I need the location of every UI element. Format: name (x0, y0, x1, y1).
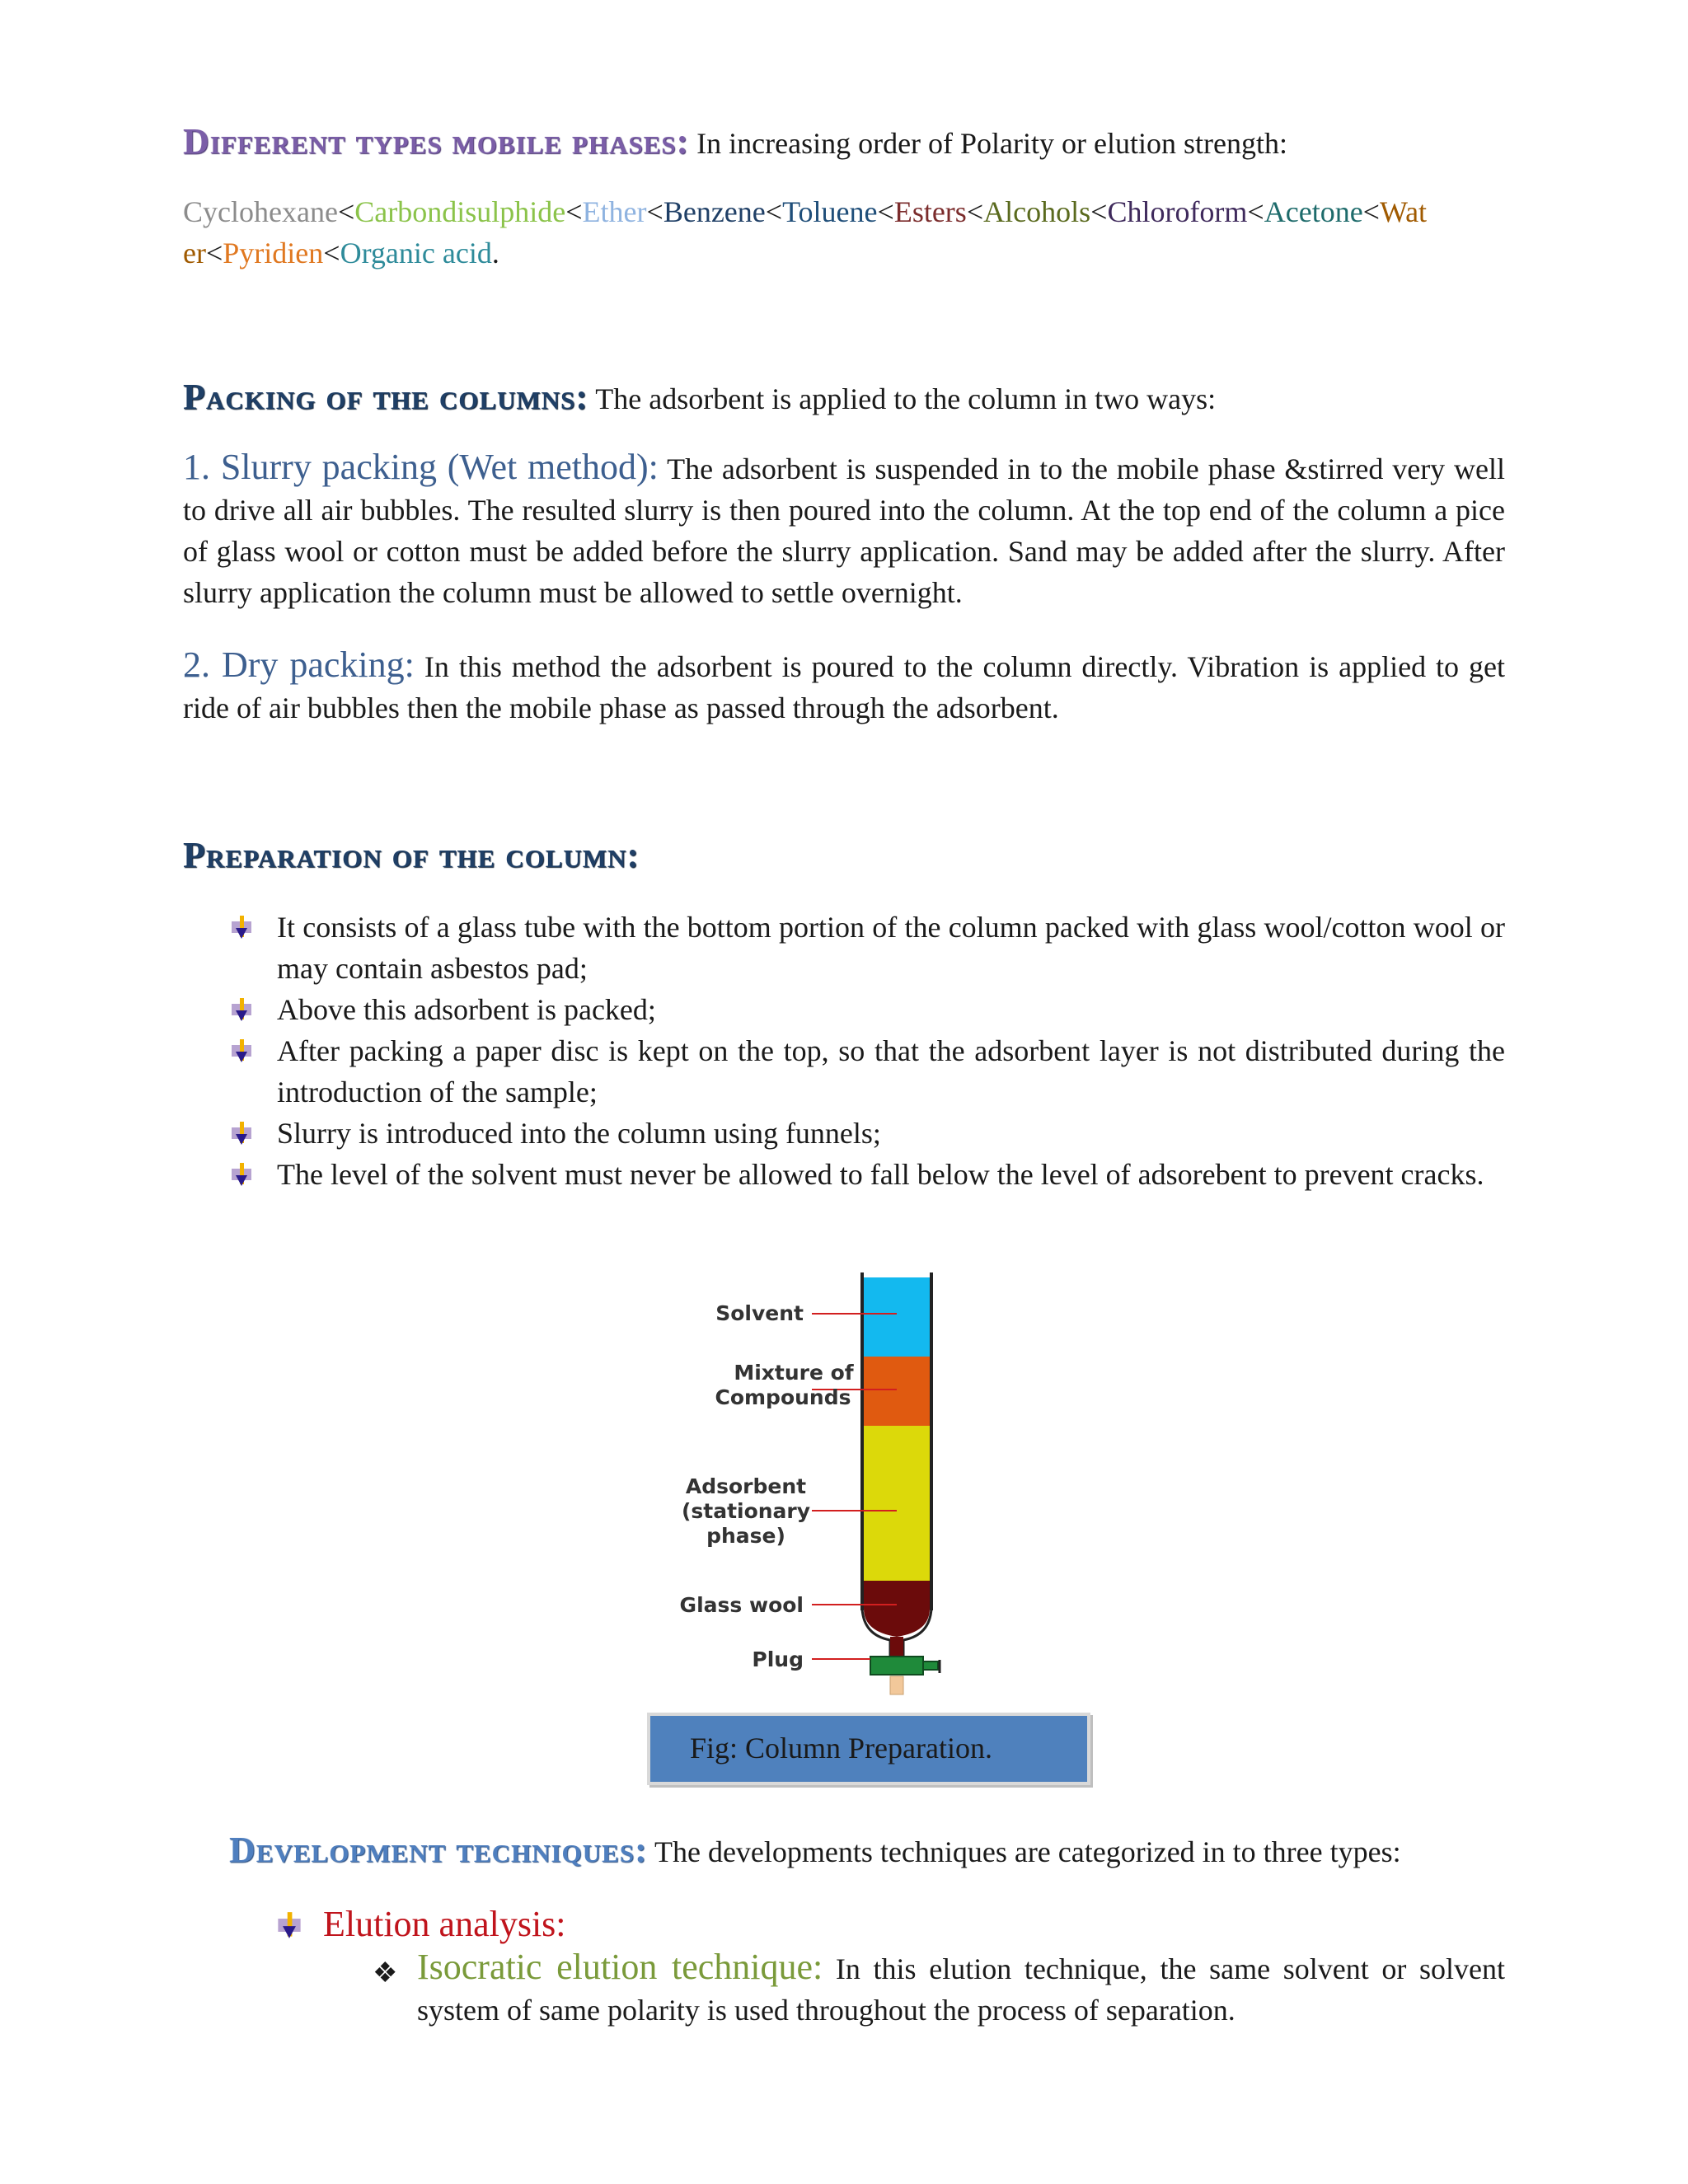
isocratic-paragraph (417, 1947, 1505, 2031)
polarity-separator: < (966, 195, 984, 228)
mobile-phases-section (183, 117, 1505, 175)
polarity-separator: < (323, 237, 340, 269)
bullet-text: Slurry is introduced into the column using funnels; (277, 1117, 881, 1150)
label-plug: Plug (752, 1647, 804, 1671)
solvent-name: Pyridien (223, 237, 324, 269)
dry-packing-title: 2. Dry packing: (183, 644, 415, 685)
list-item (229, 1113, 1505, 1154)
diamond-bullet-icon: ❖ (373, 1958, 398, 1989)
glass-wool-layer (864, 1581, 930, 1637)
polarity-separator: < (565, 195, 583, 228)
arrow-bullet-icon (229, 915, 254, 940)
adsorbent-layer (864, 1426, 930, 1584)
packing-intro: The adsorbent is applied to the column in two ways: (588, 382, 1217, 415)
solvent-name: Esters (893, 195, 967, 228)
solvent-name: Organic acid (340, 237, 492, 269)
label-solvent: Solvent (715, 1301, 804, 1325)
polarity-separator: . (491, 237, 499, 269)
figure-caption: Fig: Column Preparation. (690, 1732, 992, 1765)
label-adsorbent-line2: (stationary (681, 1499, 811, 1523)
arrow-bullet-icon (229, 1121, 254, 1146)
bullet-text: The level of the solvent must never be allowed to fall below the level of adsorebent to prevent cracks. (277, 1158, 1484, 1191)
arrow-bullet-icon (229, 997, 254, 1022)
label-adsorbent-line3: phase) (706, 1524, 785, 1548)
label-mixture-line1: Mixture of (734, 1361, 854, 1385)
column-diagram (643, 1269, 973, 1698)
column-tip (890, 1676, 903, 1694)
isocratic-text: In this elution technique, the same solvent or solvent system of same polarity is used throughout the process of separation. (417, 1952, 1505, 2027)
bullet-text: Above this adsorbent is packed; (277, 993, 656, 1026)
development-heading: Development techniques: (229, 1830, 648, 1870)
polarity-separator: < (1247, 195, 1264, 228)
slurry-packing-text: The adsorbent is suspended in to the mobile phase &stirred very well to drive all air bubbles. The resulted slurry is then poured into the column. At the top end of the column a pice of glass wool or cotton must be added before the slurry application. Sand may be added after the slurry. After slurry application the column must be allowed to settle overnight. (183, 452, 1505, 609)
solvent-name: Benzene (663, 195, 766, 228)
isocratic-title: Isocratic elution technique: (417, 1947, 823, 1987)
column-tube (862, 1272, 940, 1694)
solvent-name: Cyclohexane (183, 195, 338, 228)
solvent-layer (864, 1277, 930, 1360)
polarity-sequence-line-2 (183, 232, 1505, 280)
preparation-heading-row (183, 831, 1505, 888)
packing-section (183, 373, 1505, 430)
preparation-list (229, 907, 1505, 1195)
label-glass-wool: Glass wool (679, 1593, 804, 1617)
development-intro: The developments techniques are categorized in to three types: (647, 1835, 1401, 1868)
arrow-bullet-icon (229, 1162, 254, 1187)
bullet-text: It consists of a glass tube with the bottom portion of the column packed with glass wool/cotton wool or may contain asbestos pad; (277, 911, 1505, 985)
figure-caption-box (647, 1713, 1090, 1785)
arrow-bullet-icon (275, 1911, 303, 1939)
plug-valve (870, 1657, 923, 1675)
list-item (229, 989, 1505, 1030)
slurry-packing-title: 1. Slurry packing (Wet method): (183, 447, 659, 487)
list-item (229, 1030, 1505, 1113)
polarity-separator: < (646, 195, 663, 228)
solvent-name: Acetone (1264, 195, 1363, 228)
mobile-phases-intro: In increasing order of Polarity or elution strength: (689, 127, 1287, 160)
solvent-name: Chloroform (1107, 195, 1248, 228)
polarity-separator: < (765, 195, 783, 228)
preparation-list-wrap (229, 907, 1505, 1195)
dry-packing-text: In this method the adsorbent is poured to the column directly. Vibration is applied to get ride of air bubbles then the mobile phase as passed through the adsorbent. (183, 650, 1506, 724)
label-mixture-line2: Compounds (715, 1385, 851, 1409)
list-item (229, 1154, 1505, 1195)
mixture-layer (864, 1357, 930, 1427)
elution-title: Elution analysis: (323, 1904, 566, 1944)
solvent-name: Toluene (782, 195, 878, 228)
mobile-phases-heading: Different types mobile phases: (183, 121, 690, 162)
polarity-separator: < (877, 195, 894, 228)
list-item (229, 907, 1505, 989)
solvent-name: Ether (582, 195, 647, 228)
label-adsorbent-line1: Adsorbent (685, 1474, 807, 1498)
arrow-bullet-icon (229, 1038, 254, 1063)
polarity-separator: < (337, 195, 355, 228)
slurry-packing-paragraph (183, 447, 1505, 613)
polarity-separator: < (1362, 195, 1380, 228)
bullet-text: After packing a paper disc is kept on the top, so that the adsorbent layer is not distributed during the introduction of the sample; (277, 1034, 1505, 1108)
development-section (229, 1825, 1515, 1883)
polarity-separator: < (1090, 195, 1108, 228)
solvent-name: Alcohols (983, 195, 1091, 228)
packing-heading: Packing of the columns: (183, 377, 588, 417)
polarity-separator: < (205, 237, 223, 269)
solvent-name: Carbondisulphide (354, 195, 566, 228)
dry-packing-paragraph (183, 644, 1505, 729)
preparation-heading: Preparation of the column: (183, 835, 640, 875)
solvent-name: er (183, 237, 206, 269)
solvent-name: Wat (1379, 195, 1428, 228)
